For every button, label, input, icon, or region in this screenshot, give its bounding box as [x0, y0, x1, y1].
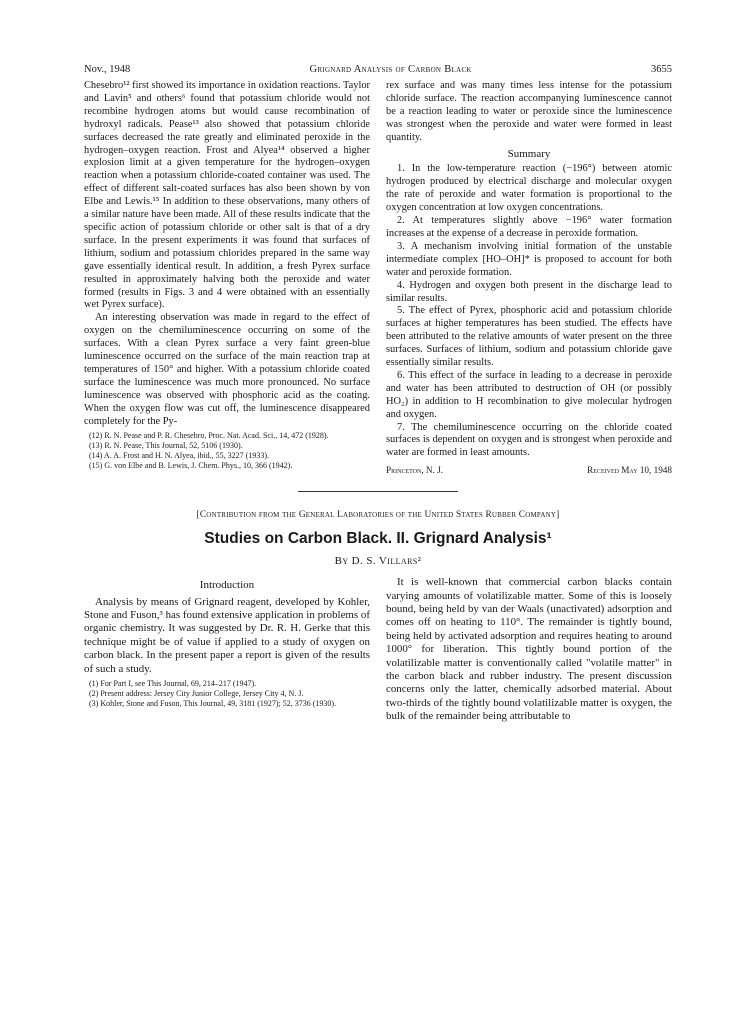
- footnotes: [84, 431, 370, 471]
- running-header: [84, 64, 672, 80]
- divider: [298, 491, 458, 492]
- intro-left-column: [84, 576, 370, 723]
- introduction-heading: Introduction: [199, 579, 255, 592]
- top-columns: [84, 80, 672, 477]
- received-date: Received May 10, 1948: [587, 465, 672, 476]
- summary-item: 7. The chemiluminescence occurring on the chloride coated surfaces is dependent on oxygen and is strongest when peroxide and water are formed in least amounts.: [386, 421, 672, 459]
- page: [84, 64, 672, 724]
- signoff-location: Princeton, N. J.: [386, 465, 444, 476]
- footnote: (2) Present address: Jersey City Junior College, Jersey City 4, N. J.: [89, 689, 304, 699]
- left-column: [84, 80, 370, 477]
- page-number: 3655: [651, 64, 672, 75]
- footnote: (15) G. von Elbe and B. Lewis, J. Chem. Phys., 10, 366 (1942).: [89, 461, 293, 471]
- header-title: Grignard Analysis of Carbon Black: [309, 64, 472, 75]
- article-title: Studies on Carbon Black. II. Grignard Analysis¹: [204, 530, 552, 548]
- summary-item: 3. A mechanism involving initial formation of the unstable intermediate complex [HO–OH]* is proposed to account for both water and peroxide formation.: [386, 240, 672, 278]
- paragraph: An interesting observation was made in regard to the effect of oxygen on the chemiluminescence occurring on some of the surfaces. With a clean Pyrex surface a very faint green-blue luminescence occurred on the surface of the main reaction trap at temperatures of 150° and higher. With a potassium chloride coated surface the luminescence was much more pronounced. No surface luminescence was observed with phosphoric acid as the coating. When the oxygen flow was cut off, the luminescence disappeared completely for the Py-: [84, 312, 370, 427]
- footnote: (13) R. N. Pease, This Journal, 52, 5106 (1930).: [89, 441, 243, 451]
- contribution-line: [Contribution from the General Laboratories of the United States Rubber Company]: [196, 510, 560, 521]
- summary-item: 4. Hydrogen and oxygen both present in the discharge lead to similar results.: [386, 279, 672, 304]
- summary-item: 1. In the low-temperature reaction (−196°) between atomic hydrogen produced by electrical discharge and molecular oxygen the rate of peroxide and water formation is proportional to the oxygen concentration at low oxygen concentrations.: [386, 163, 672, 214]
- paragraph: It is well-known that commercial carbon blacks contain varying amounts of volatilizable matter. Some of this is loosely bound, being held by van der Waals (unactivated) adsorption and comes off on heating to 110°. The remainder is tightly bound, being held by activated adsorption and requires heating to around 1000° for liberation. This tightly bound portion of the volatilizable matter is conventionally called "volatile matter" in the carbon black and rubber industry. The present discussion concerns only the latter, chemically adsorbed material. About two-thirds of the tightly bound volatilizable matter is oxygen, the bulk of the remainder being attributable to: [386, 576, 672, 723]
- footnote: (1) For Part I, see This Journal, 69, 214–217 (1947).: [89, 679, 257, 689]
- summary-item: 2. At temperatures slightly above −196° water formation increases at the expense of a decrease in peroxide formation.: [386, 215, 672, 239]
- summary-item: 6. This effect of the surface in leading to a decrease in peroxide and water has been attributed to destruction of OH (or possibly HO₂) in addition to H recombination to give molecular hydrogen and oxygen.: [386, 369, 672, 420]
- footnote: (3) Kohler, Stone and Fuson, This Journal, 49, 3181 (1927); 52, 3736 (1930).: [89, 699, 337, 709]
- summary-heading: Summary: [507, 147, 551, 160]
- header-date: Nov., 1948: [84, 64, 131, 75]
- bottom-columns: [84, 576, 672, 723]
- footnote: (12) R. N. Pease and P. R. Chesebro, Proc. Nat. Acad. Sci., 14, 472 (1928).: [89, 431, 329, 441]
- footnote: (14) A. A. Frost and H. N. Alyea, ibid., 55, 3227 (1933).: [89, 451, 269, 461]
- paragraph: Chesebro¹² first showed its importance in oxidation reactions. Taylor and Lavin⁵ and others⁶ found that potassium chloride would not recombine hydrogen atoms but would cause recombination of hydroxyl radicals. Pease¹³ also showed that potassium chloride surfaces decreased the rate greatly and eliminated peroxide in the hydrogen–oxygen reaction. Frost and Alyea¹⁴ observed a higher explosion limit at a given temperature for the hydrogen–oxygen reaction when a potassium chloride-coated container was used. The effect of different salt-coated surfaces has also been shown by von Elbe and Lewis.¹⁵ In addition to these observations, many others of a similar nature have been made. All of these results indicate that the specific action of potassium chloride or other salt is that of a dry surface. In the present experiments it was found that surfaces of lithium, sodium and potassium chlorides prepared in the same way gave essentially identical result. In addition, a fresh Pyrex surface resulted in approximately halving both the peroxide and water formed (results in Figs. 3 and 4 were obtained with an essentially wet Pyrex surface).: [84, 80, 370, 311]
- signoff: [386, 464, 672, 477]
- paragraph: Analysis by means of Grignard reagent, developed by Kohler, Stone and Fuson,³ has found extensive application in problems of organic chemistry. It was suggested by Dr. R. H. Gerke that this technique might be of value if applied to a study of oxygen on carbon black. In the present paper a report is given of the results of such a study.: [84, 595, 370, 675]
- summary-item: 5. The effect of Pyrex, phosphoric acid and potassium chloride surfaces at higher temperatures has been studied. The effects have been attributed to the relative amounts of water present on the three surfaces. Surfaces of lithium, sodium and potassium chloride gave essentially similar results.: [386, 305, 672, 369]
- right-column: [386, 80, 672, 477]
- intro-right-column: [386, 576, 672, 723]
- footnotes: [84, 679, 370, 709]
- paragraph: rex surface and was many times less intense for the potassium chloride surface. The reaction accompanying luminescence cannot be a reaction leading to water or peroxide since the luminescence was strongest when the peroxide and water were formed in least quantity.: [386, 80, 672, 143]
- byline: By D. S. Villars²: [334, 555, 422, 568]
